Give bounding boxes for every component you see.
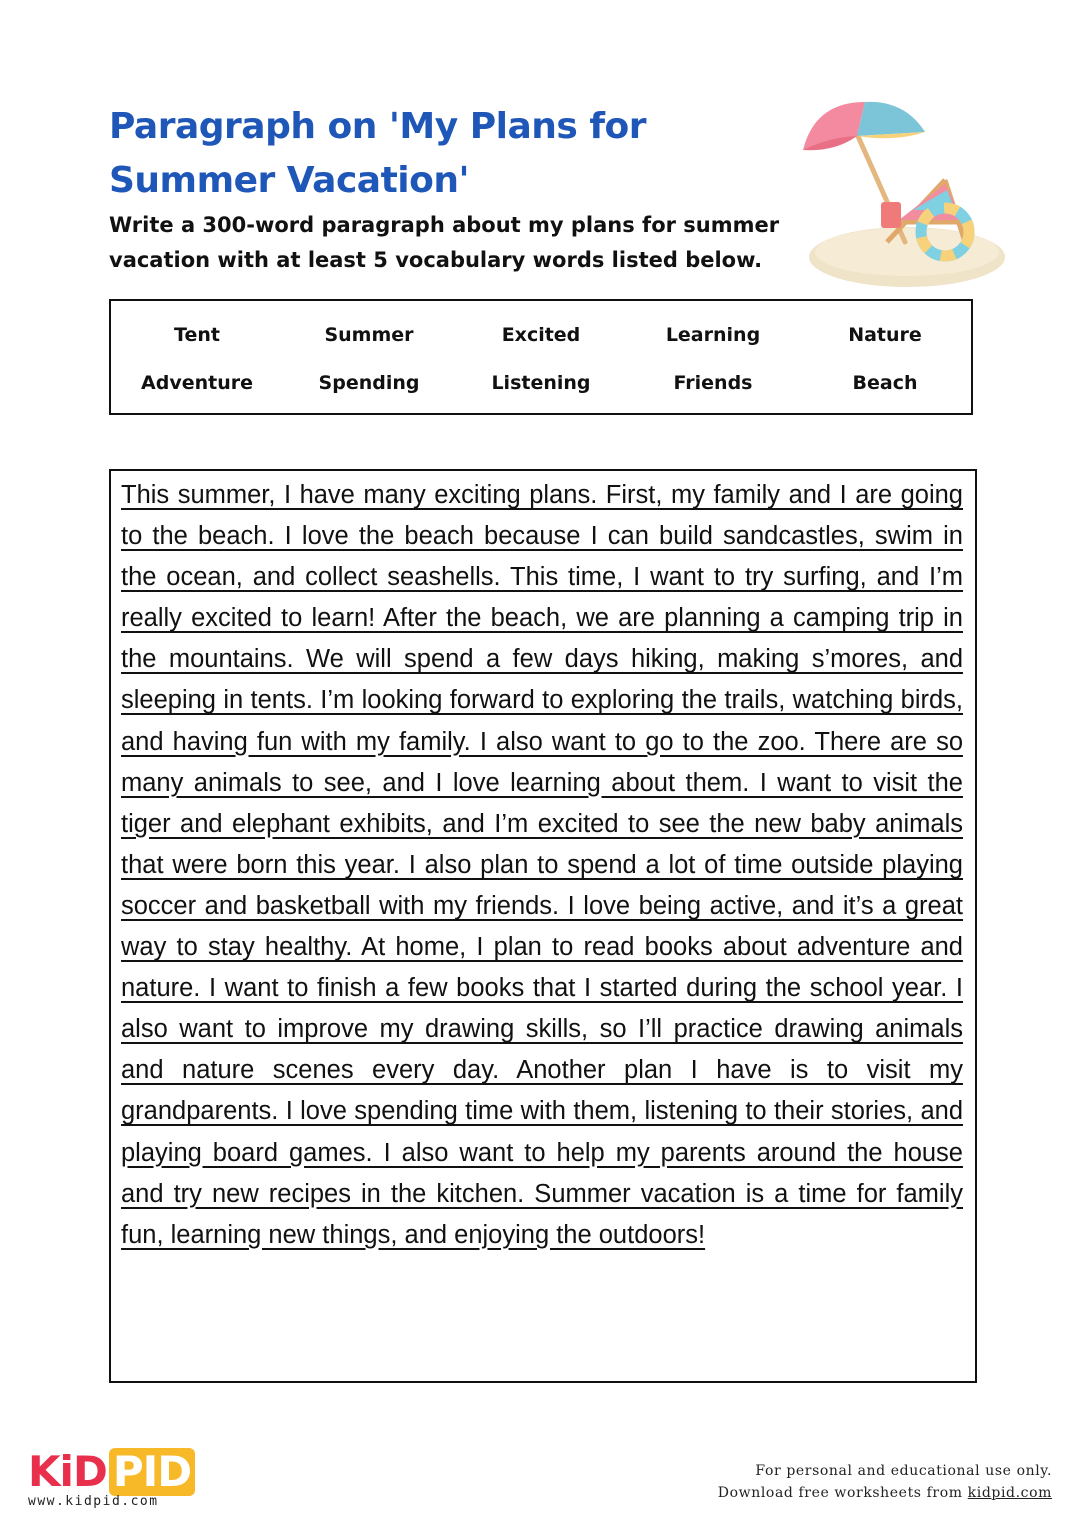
paragraph-text: This summer, I have many exciting plans. First, my family and I are going to the beach. I love the beach because I can build sandcastles, swim in the ocean, and collect seashells. This time, I want to try surfing, and I’m really excited to learn! After the beach, we are planning a camping trip in the mountains. We will spend a few days hiking, making s’mores, and sleeping in tents. I’m looking forward to exploring the trails, watching birds, and having fun with my family. I also want to go to the zoo. There are so many animals to see, and I love learning about them. I want to visit the tiger and elephant exhibits, and I’m excited to see the new baby animals that were born this year. I also plan to spend a lot of time outside playing soccer and basketball with my friends. I love being active, and it’s a great way to stay healthy. At home, I plan to read books about adventure and nature. I want to finish a few books that I started during the school year. I also want to improve my drawing skills, so I’ll practice drawing animals and nature scenes every day. Another plan I have is to visit my grandparents. I love spending time with them, listening to their stories, and playing board games. I also want to help my parents around the house and try new recipes in the kitchen. Summer vacation is a time for family fun, learning new things, and enjoying the outdoors! [121,481,963,1249]
logo-pid-badge: PID [109,1448,195,1496]
vocab-word: Spending [318,372,420,394]
logo-letter-k: K [28,1447,60,1496]
vocab-word: Nature [848,324,922,346]
logo-url: www.kidpid.com [28,1494,159,1509]
instructions: Write a 300-word paragraph about my plans for summer vacation with at least 5 vocabulary words listed below. [109,213,780,272]
footer-line-2 [718,1482,1052,1504]
footer-line-2-prefix: Download free worksheets from [717,1485,968,1501]
vocab-word: Summer [324,324,414,346]
paragraph-box [109,469,977,1383]
vocab-word: Adventure [141,372,253,394]
vocab-word: Tent [174,324,220,346]
beach-umbrella-chair-icon [795,92,1015,292]
vocab-word: Beach [852,372,918,394]
vocabulary-box [109,299,973,415]
footer-link[interactable]: kidpid.com [967,1485,1052,1501]
page-title: Paragraph on 'My Plans for Summer Vacation' [109,106,647,201]
vocab-word: Excited [501,324,581,346]
vocabulary-grid [111,311,971,407]
kidpid-logo [28,1448,198,1520]
vocab-word: Learning [665,324,761,346]
vocab-word: Listening [491,372,591,394]
footer-line-1: For personal and educational use only. [755,1463,1052,1479]
logo-letter-i: i [59,1447,73,1496]
logo-letter-d: D [72,1447,107,1496]
logo-wordmark [28,1448,198,1496]
vocab-word: Friends [673,372,753,394]
footer-note [718,1460,1052,1504]
